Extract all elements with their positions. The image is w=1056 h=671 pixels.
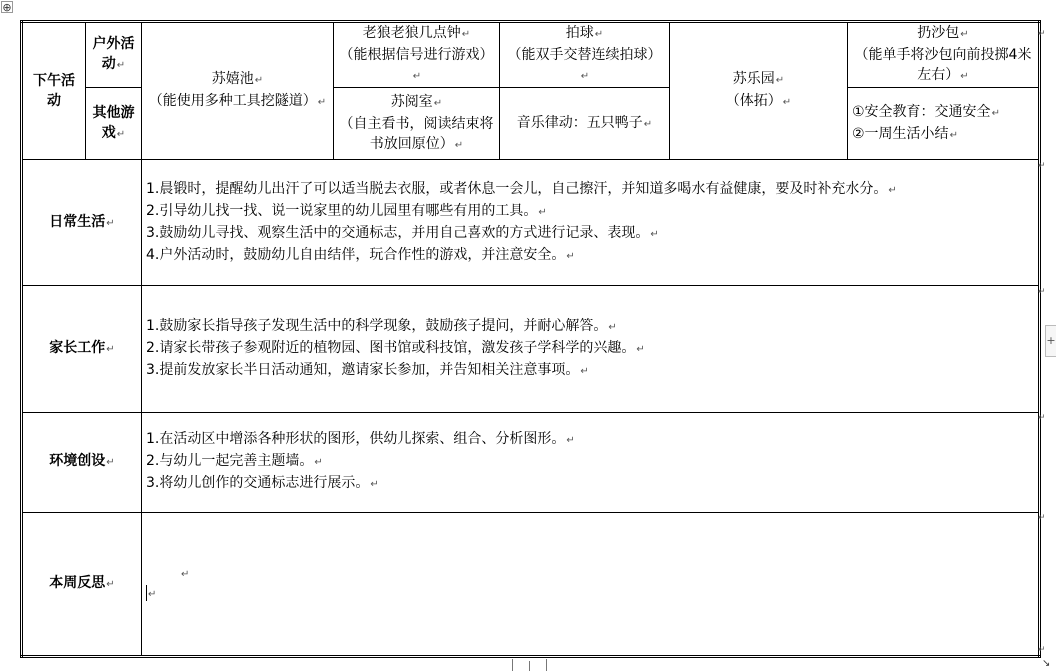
- sandbag-cell[interactable]: [848, 22, 1046, 88]
- suleyuan-name: 苏乐园↵: [732, 71, 785, 88]
- weekly-plan-table: [20, 20, 1046, 658]
- daily-life-label[interactable]: [22, 160, 142, 286]
- reading-room-name: 苏阅室↵: [390, 93, 443, 110]
- paragraph-mark-icon: ↵: [106, 457, 115, 469]
- add-column-plus-icon[interactable]: +: [1045, 325, 1056, 357]
- paragraph-mark-icon: ↵: [782, 97, 792, 109]
- sandbag-name: 扔沙包↵: [917, 25, 969, 42]
- table-row: [22, 512, 1040, 656]
- other-label-text: 其他游戏: [92, 104, 135, 141]
- paragraph-mark-icon: ↵: [106, 217, 115, 229]
- outdoor-activity-label[interactable]: [86, 22, 142, 88]
- music-rhythm-text: 音乐律动：五只鸭子: [516, 114, 643, 131]
- list-item: 1.晨锻时，提醒幼儿出汗了可以适当脱去衣服，或者休息一会儿，自己擦汗，并知道多喝水有益健康，要及时补充水分。↵: [146, 180, 897, 197]
- paragraph-mark-icon: ↵: [960, 71, 969, 83]
- paragraph-mark-icon: ↵: [433, 97, 443, 109]
- reading-room-cell[interactable]: [334, 88, 500, 160]
- paragraph-mark-icon: ↵: [949, 129, 958, 141]
- sutangchi-name: 苏嬉池↵: [211, 71, 264, 88]
- paragraph-mark-icon: ↵: [181, 568, 190, 580]
- table-row: [22, 22, 1040, 88]
- paragraph-mark-icon: ↵: [643, 118, 653, 130]
- reading-room-desc: （自主看书，阅读结束将书放回原位）↵: [339, 115, 494, 152]
- paragraph-mark-icon: ↵: [106, 343, 115, 355]
- outdoor-label-text: 户外活动: [92, 36, 135, 73]
- paragraph-mark-icon: ↵: [370, 479, 379, 491]
- parent-work-label-text: 家长工作: [49, 339, 106, 356]
- paragraph-mark-icon: ↵: [116, 60, 126, 72]
- environment-label-text: 环境创设: [49, 453, 106, 470]
- paragraph-mark-icon: ↵: [580, 71, 590, 83]
- row-end-marker-icon: ↵: [1038, 29, 1046, 39]
- paragraph-mark-icon: ↵: [461, 29, 471, 41]
- paragraph-mark-icon: ↵: [594, 29, 604, 41]
- paragraph-mark-icon: ↵: [454, 139, 464, 151]
- wolf-game-cell[interactable]: [334, 22, 500, 88]
- table-move-handle-icon[interactable]: ⊕: [2, 1, 12, 14]
- table-row: [22, 160, 1040, 286]
- paragraph-mark-icon: ↵: [566, 435, 575, 447]
- safety-summary-cell[interactable]: [848, 88, 1040, 160]
- week-summary-line: ②一周生活小结↵: [852, 125, 958, 142]
- ball-game-desc: （能双手交替连续拍球）↵: [507, 47, 662, 83]
- list-item: 2.请家长带孩子参观附近的植物园、图书馆或科技馆，激发孩子学科学的兴趣。↵: [146, 339, 645, 356]
- paragraph-mark-icon: ↵: [106, 578, 115, 590]
- paragraph-mark-icon: ↵: [991, 107, 1000, 119]
- row-end-marker-icon: ↵: [1038, 413, 1046, 423]
- paragraph-mark-icon: ↵: [775, 75, 785, 87]
- text-cursor: [146, 585, 147, 601]
- other-games-label[interactable]: [86, 88, 142, 160]
- parent-work-content[interactable]: [142, 286, 1046, 412]
- sutangchi-cell[interactable]: [142, 22, 334, 160]
- environment-label[interactable]: [22, 412, 142, 512]
- afternoon-label-text: 下午活动: [33, 73, 75, 110]
- ball-game-name: 拍球↵: [565, 25, 604, 42]
- suleyuan-cell[interactable]: [670, 22, 848, 160]
- list-item: 4.户外活动时，鼓励幼儿自由结伴，玩合作性的游戏，并注意安全。↵: [146, 246, 575, 263]
- paragraph-mark-icon: ↵: [116, 128, 126, 140]
- paragraph-mark-icon: ↵: [538, 206, 547, 218]
- table-row: [22, 412, 1040, 512]
- sutangchi-desc: （能使用多种工具挖隧道）↵: [148, 93, 327, 110]
- paragraph-mark-icon: ↵: [566, 250, 575, 262]
- paragraph-mark-icon: ↵: [650, 228, 659, 240]
- paragraph-mark-icon: ↵: [636, 343, 645, 355]
- paragraph-mark-icon: ↵: [254, 75, 264, 87]
- paragraph-mark-icon: ↵: [580, 365, 589, 377]
- paragraph-mark-icon: ↵: [960, 29, 969, 41]
- list-item: 3.鼓励幼儿寻找、观察生活中的交通标志，并用自己喜欢的方式进行记录、表现。↵: [146, 224, 659, 241]
- afternoon-activity-label[interactable]: [22, 22, 86, 160]
- paragraph-mark-icon: ↵: [412, 71, 422, 83]
- ball-game-cell[interactable]: [500, 22, 670, 88]
- list-item: 1.在活动区中增添各种形状的图形，供幼儿探索、组合、分析图形。↵: [146, 431, 575, 448]
- row-end-marker-icon: ↵: [1038, 645, 1046, 655]
- weekly-reflection-label-text: 本周反思: [49, 574, 106, 591]
- empty-paragraph: [146, 563, 1034, 583]
- paragraph-mark-icon: ↵: [608, 321, 617, 333]
- safety-line: ①安全教育：交通安全↵: [852, 103, 1000, 120]
- wolf-game-name: 老狼老狼几点钟↵: [362, 25, 471, 42]
- list-item: 3.将幼儿创作的交通标志进行展示。↵: [146, 475, 379, 492]
- column-ruler-marker-icon[interactable]: [512, 659, 547, 671]
- list-item: 1.鼓励家长指导孩子发现生活中的科学现象，鼓励孩子提问，并耐心解答。↵: [146, 317, 617, 334]
- paragraph-mark-icon: ↵: [888, 184, 897, 196]
- daily-life-content[interactable]: [142, 160, 1046, 286]
- list-item: 3.提前发放家长半日活动通知，邀请家长参加，并告知相关注意事项。↵: [146, 361, 589, 378]
- row-end-marker-icon: ↵: [1038, 161, 1046, 171]
- list-item: 2.与幼儿一起完善主题墙。↵: [146, 453, 323, 470]
- parent-work-label[interactable]: [22, 286, 142, 412]
- daily-life-label-text: 日常生活: [49, 213, 106, 230]
- list-item: 2.引导幼儿找一找、说一说家里的幼儿园里有哪些有用的工具。↵: [146, 202, 547, 219]
- text-cursor-line: [146, 583, 1034, 605]
- paragraph-mark-icon: ↵: [317, 97, 327, 109]
- table-resize-handle-icon[interactable]: ↘: [1042, 658, 1051, 669]
- table-row: [22, 286, 1040, 412]
- paragraph-mark-icon: ↵: [314, 457, 323, 469]
- environment-content[interactable]: [142, 412, 1046, 512]
- suleyuan-desc: （体拓）↵: [725, 93, 792, 110]
- paragraph-mark-icon: ↵: [148, 588, 157, 600]
- row-end-marker-icon: ↵: [1038, 513, 1046, 523]
- weekly-reflection-content[interactable]: [142, 512, 1046, 656]
- weekly-reflection-label[interactable]: [22, 512, 142, 656]
- sandbag-desc: （能单手将沙包向前投掷4米左右）↵: [854, 47, 1032, 84]
- row-end-marker-icon: ↵: [1038, 287, 1046, 297]
- music-rhythm-cell[interactable]: [500, 88, 670, 160]
- wolf-game-desc: （能根据信号进行游戏）↵: [339, 47, 494, 83]
